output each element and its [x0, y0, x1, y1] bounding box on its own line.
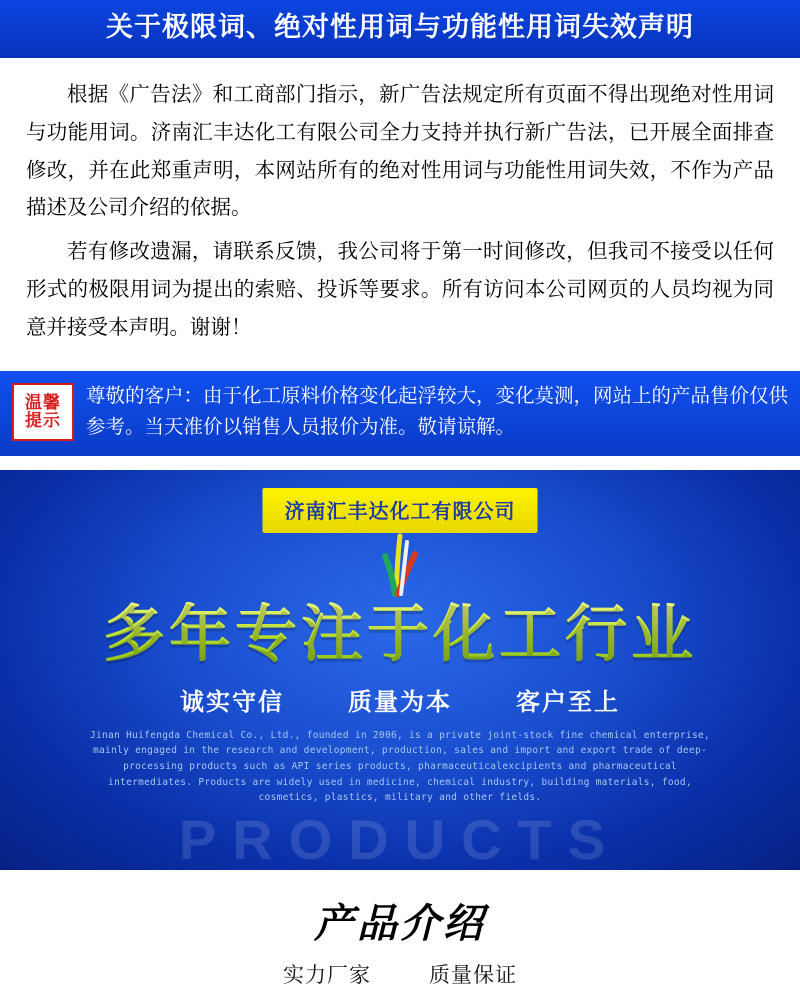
company-banner	[0, 470, 800, 870]
banner-slogan: 质量为本	[348, 688, 452, 716]
banner-headline: 多年专注于化工行业	[0, 602, 800, 667]
products-title: 产品介绍	[314, 900, 486, 946]
banner-company-name: 济南汇丰达化工有限公司	[263, 488, 538, 533]
disclaimer-title: 关于极限词、绝对性用词与功能性用词失效声明	[0, 0, 800, 58]
disclaimer-body	[0, 58, 800, 359]
notice-text: 尊敬的客户：由于化工原料价格变化起浮较大，变化莫测，网站上的产品售价仅供参考。当天准价以销售人员报价为准。敬请谅解。	[86, 385, 789, 439]
products-section	[0, 870, 800, 989]
notice-badge-line-2: 提示	[25, 411, 61, 431]
banner-slogan: 客户至上	[516, 688, 620, 716]
company-logo-icon	[355, 532, 445, 602]
price-notice-bar	[0, 371, 800, 455]
notice-badge	[12, 383, 74, 441]
products-subtitle: 质量保证	[429, 963, 517, 987]
disclaimer-paragraph: 若有修改遗漏，请联系反馈，我公司将于第一时间修改，但我司不接受以任何形式的极限用词为提出的索赔、投诉等要求。所有访问本公司网页的人员均视为同意并接受本声明。谢谢！	[26, 240, 774, 340]
disclaimer-paragraph: 根据《广告法》和工商部门指示，新广告法规定所有页面不得出现绝对性用词与功能用词。济南汇丰达化工有限公司全力支持并执行新广告法，已开展全面排查修改，并在此郑重声明，本网站所有的绝对性用词与功能性用词失效，不作为产品描述及公司介绍的依据。	[26, 82, 774, 220]
products-subtitles	[0, 959, 800, 989]
banner-slogan: 诚实守信	[180, 688, 284, 716]
banner-slogans	[0, 682, 800, 717]
products-subtitle: 实力厂家	[283, 963, 371, 987]
banner-watermark: PRODUCTS	[178, 807, 622, 870]
notice-badge-line-1: 温馨	[25, 393, 61, 413]
banner-english-description: Jinan Huifengda Chemical Co., Ltd., founded in 2006, is a private joint-stock fine chemical enterprise, mainly engaged in the research and development, production, sales and import and export trade of deep-processing products such as API series products, pharmaceuticalexcipients and pharmaceutical intermediates. Products are widely used in medicine, chemical industry, building materials, food, cosmetics, plastics, military and other fields.	[90, 729, 711, 804]
